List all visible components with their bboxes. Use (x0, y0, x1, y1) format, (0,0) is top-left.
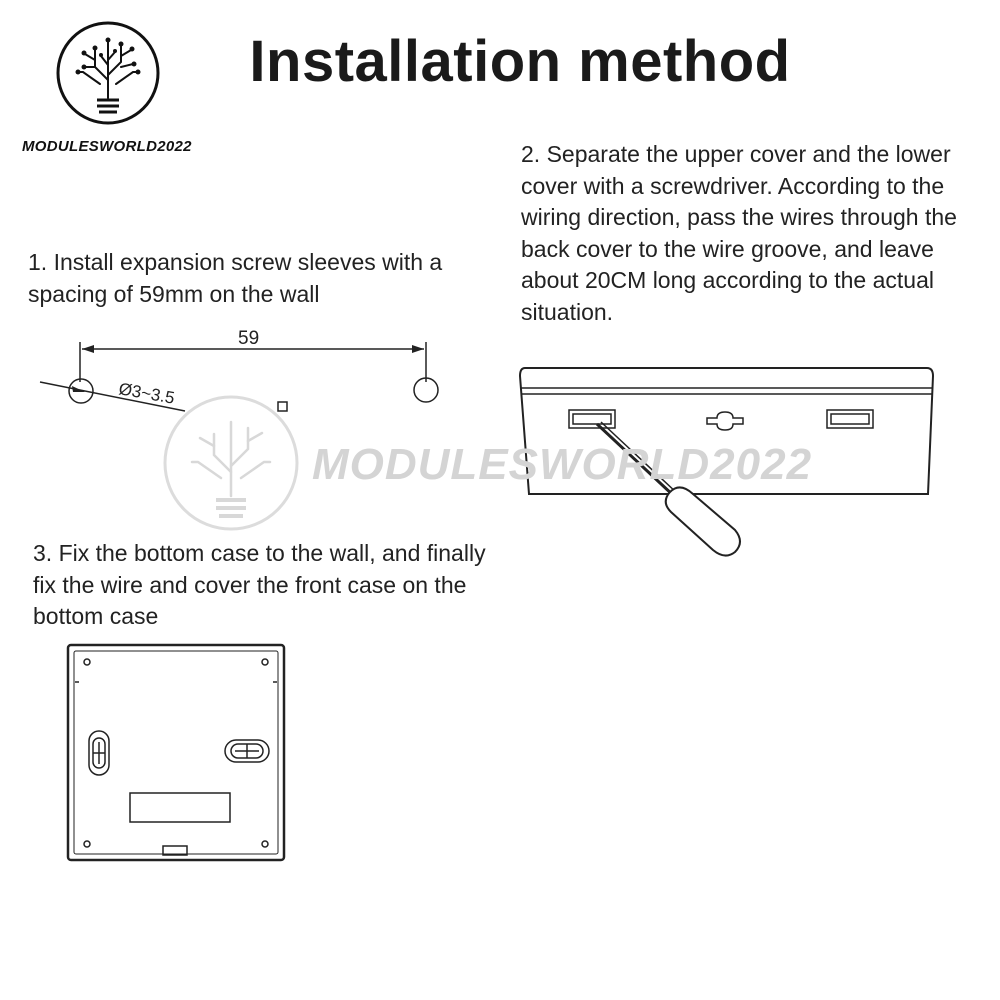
dimension-arrow-left (82, 345, 94, 353)
corner-hole (84, 659, 90, 665)
corner-hole (262, 659, 268, 665)
step-1-text: 1. Install expansion screw sleeves with a spacing of 59mm on the wall (28, 249, 443, 307)
hole-spec-label: Ø3~3.5 (117, 379, 177, 408)
brand-label: MODULESWORLD2022 (22, 138, 192, 155)
corner-hole (84, 841, 90, 847)
screwdriver-handle (666, 487, 740, 555)
step-3-text: 3. Fix the bottom case to the wall, and finally fix the wire and cover the front case on the bottom case (33, 540, 486, 629)
dimension-label: 59 (238, 328, 260, 349)
bottom-case-diagram (65, 642, 290, 867)
leader-arrow (72, 386, 85, 392)
step-2-text: 2. Separate the upper cover and the lower cover with a screwdriver. According to the wiring direction, pass the wires through the back cover to the wire groove, and leave about 20CM long according to the actual situation. (521, 141, 957, 325)
watermark-logo (162, 394, 300, 532)
corner-hole (262, 841, 268, 847)
brand-logo (55, 20, 161, 126)
dimension-arrow-right (412, 345, 424, 353)
page-title: Installation method (249, 29, 791, 94)
watermark-text: MODULESWORLD2022 (312, 440, 813, 489)
